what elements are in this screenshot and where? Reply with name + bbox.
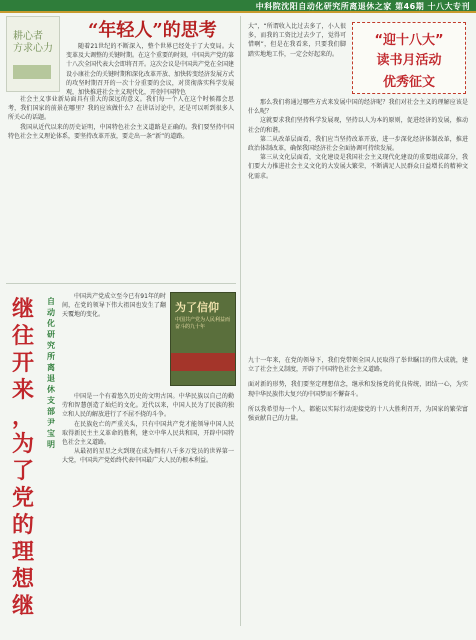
article-paragraph: 我国从近代以来的历史证明，中国特色社会主义道路是正确的。我们要坚持中国特色社会主义理论体系，要坚持改革开放，要走出一条“新”的道路。 bbox=[8, 123, 234, 140]
column-divider bbox=[240, 16, 241, 626]
article-two-body-top bbox=[62, 292, 166, 320]
book-cover-band bbox=[13, 65, 51, 79]
article-paragraph: 那么我们将通过哪些方式来发展中国的经济呢？我们对社会主义的理解应该是什么呢？ bbox=[248, 99, 468, 116]
article-paragraph: 九十一年来，在党的领导下，我们党带领全国人民取得了举世瞩目的伟大成就，建立了社会主义制度，开辟了中国特色社会主义道路。 bbox=[248, 357, 468, 374]
article-paragraph: 第三从文化层面看，文化建设是我国社会主义现代化建设的重要组成部分，我们要大力推进社会主义文化的大发展大繁荣，不断满足人民群众日益增长的精神文化需求。 bbox=[248, 154, 468, 180]
byline-char: 宝 bbox=[47, 429, 55, 438]
headline-char: 为 bbox=[11, 431, 34, 457]
article-paragraph: 在民族危亡的严重关头，只有中国共产党才能领导中国人民取得新民主主义革命的胜利，建立中华人民共和国，开辟中国特色社会主义道路。 bbox=[62, 420, 234, 447]
right-column-lower bbox=[248, 350, 468, 429]
section-divider bbox=[6, 283, 236, 284]
award-line-3: 优秀征文 bbox=[382, 75, 435, 90]
headline-char: 想 bbox=[11, 566, 34, 592]
award-badge bbox=[352, 22, 466, 94]
book-cover-title: 耕心者 方求心力 bbox=[13, 31, 53, 54]
byline-char: 所 bbox=[47, 352, 55, 361]
masthead-stripe bbox=[0, 11, 476, 13]
headline-char: 开 bbox=[11, 350, 34, 376]
article-two-body bbox=[62, 392, 234, 466]
vertical-headline bbox=[6, 296, 40, 626]
byline-char: 休 bbox=[47, 385, 55, 394]
headline-char: 的 bbox=[11, 512, 34, 538]
masthead-bar bbox=[0, 0, 476, 11]
article-paragraph: 所以我希望每一个人，都能以实际行动迎接党的十八大胜利召开，为国家的繁荣富强贡献自己的力量。 bbox=[248, 405, 468, 423]
book-cover-band-2 bbox=[171, 353, 235, 371]
article-paragraph: 面对新的形势，我们要坚定理想信念，继承和发扬党的优良传统，团结一心，为实现中华民族伟大复兴的中国梦而不懈奋斗。 bbox=[248, 381, 468, 398]
headline-char: 党 bbox=[11, 485, 34, 511]
byline-char: 研 bbox=[47, 330, 55, 339]
article-paragraph: 大”，“所谓收入比过去多了，小人很多，而我的工资比过去少了，觉得可惜啊”，但是在我看来，只要我们脚踏实地地工作，一定会好起来的。 bbox=[248, 23, 346, 58]
headline-char: 来 bbox=[11, 377, 34, 403]
headline-char: 理 bbox=[11, 539, 34, 565]
article-paragraph: 中国是一个有着悠久历史的文明古国。中华民族以自己的勤劳和智慧创造了灿烂的文化。近代以来，中国人民为了民族的独立和人民的解放进行了不屈不挠的斗争。 bbox=[62, 393, 234, 419]
byline-char: 化 bbox=[47, 319, 55, 328]
book-cover-image-2 bbox=[170, 292, 236, 386]
byline-char: 离 bbox=[47, 363, 55, 372]
byline-char: 动 bbox=[47, 308, 55, 317]
byline-char: 明 bbox=[47, 440, 55, 449]
right-column-body bbox=[248, 98, 468, 181]
book-cover-title-2: 为了信仰 bbox=[175, 301, 219, 314]
headline-char: 继 bbox=[11, 296, 34, 322]
book-cover-image bbox=[6, 16, 60, 92]
article-body-top bbox=[66, 42, 234, 97]
article-title: “年轻人”的思考 bbox=[88, 20, 217, 41]
masthead-text: 中科院沈阳自动化研究所离退休之家 第46期 十八大专刊 bbox=[255, 2, 470, 11]
byline-char: 支 bbox=[47, 396, 55, 405]
headline-char: ， bbox=[11, 404, 34, 430]
vertical-byline bbox=[44, 296, 58, 496]
award-line-2: 读书月活动 bbox=[376, 53, 442, 68]
article-paragraph: 随着21世纪的不断深入，整个世界已经处于了大变局。大变革及大调整的关键时期。在这个重要的时刻，中国共产党的第十八次全国代表大会即将召开。这次会议是中国共产党在全国建设小康社会的关键时期和深化改革开放、加快转变经济发展方式的攻坚时期召开的一次十分重要的会议，对贯彻落实科学发展观，加快推进社会主义现代化，开创中国特色 bbox=[66, 43, 235, 97]
byline-char: 自 bbox=[47, 297, 55, 306]
article-paragraph: 中国共产党成立至今已有91年的时间，在党的领导下伟大祖国也发生了翻天覆地的变化。 bbox=[62, 293, 166, 319]
byline-char: 退 bbox=[47, 374, 55, 383]
headline-char: 了 bbox=[11, 458, 34, 484]
headline-char: 继 bbox=[11, 593, 34, 619]
byline-char: 部 bbox=[47, 407, 55, 416]
right-column-top bbox=[248, 16, 346, 65]
byline-char: 究 bbox=[47, 341, 55, 350]
headline-char: 往 bbox=[11, 323, 34, 349]
award-line-1: “迎十八大” bbox=[374, 33, 444, 48]
article-paragraph: 从最初的星星之火到现在成为拥有八千多万党员的世界第一大党，中国共产党始终代表中国最广大人民的根本利益。 bbox=[62, 448, 234, 465]
article-body-wide bbox=[8, 95, 234, 141]
article-paragraph: 第二从改革层面看，我们应当坚持改革开放，进一步深化经济体制改革，推进政治体制改革，确保我国经济社会全面协调可持续发展。 bbox=[248, 135, 468, 153]
byline-char: 尹 bbox=[47, 418, 55, 427]
article-paragraph: 社会主义事业新局面具有重大的深远的意义。我们每一个人在这个时候都会思考，我们国家的前景在哪里？我的应该做什么？在讲话讨论中，还是可以听到很多人所关心的话题。 bbox=[8, 96, 234, 122]
book-cover-subtitle-2: 中国共产党为人民利益而奋斗的九十年 bbox=[175, 317, 231, 330]
article-paragraph: 这就要求我们坚持科学发展观，坚持以人为本的原则，促进经济的发展，推动社会的和谐。 bbox=[248, 117, 468, 134]
